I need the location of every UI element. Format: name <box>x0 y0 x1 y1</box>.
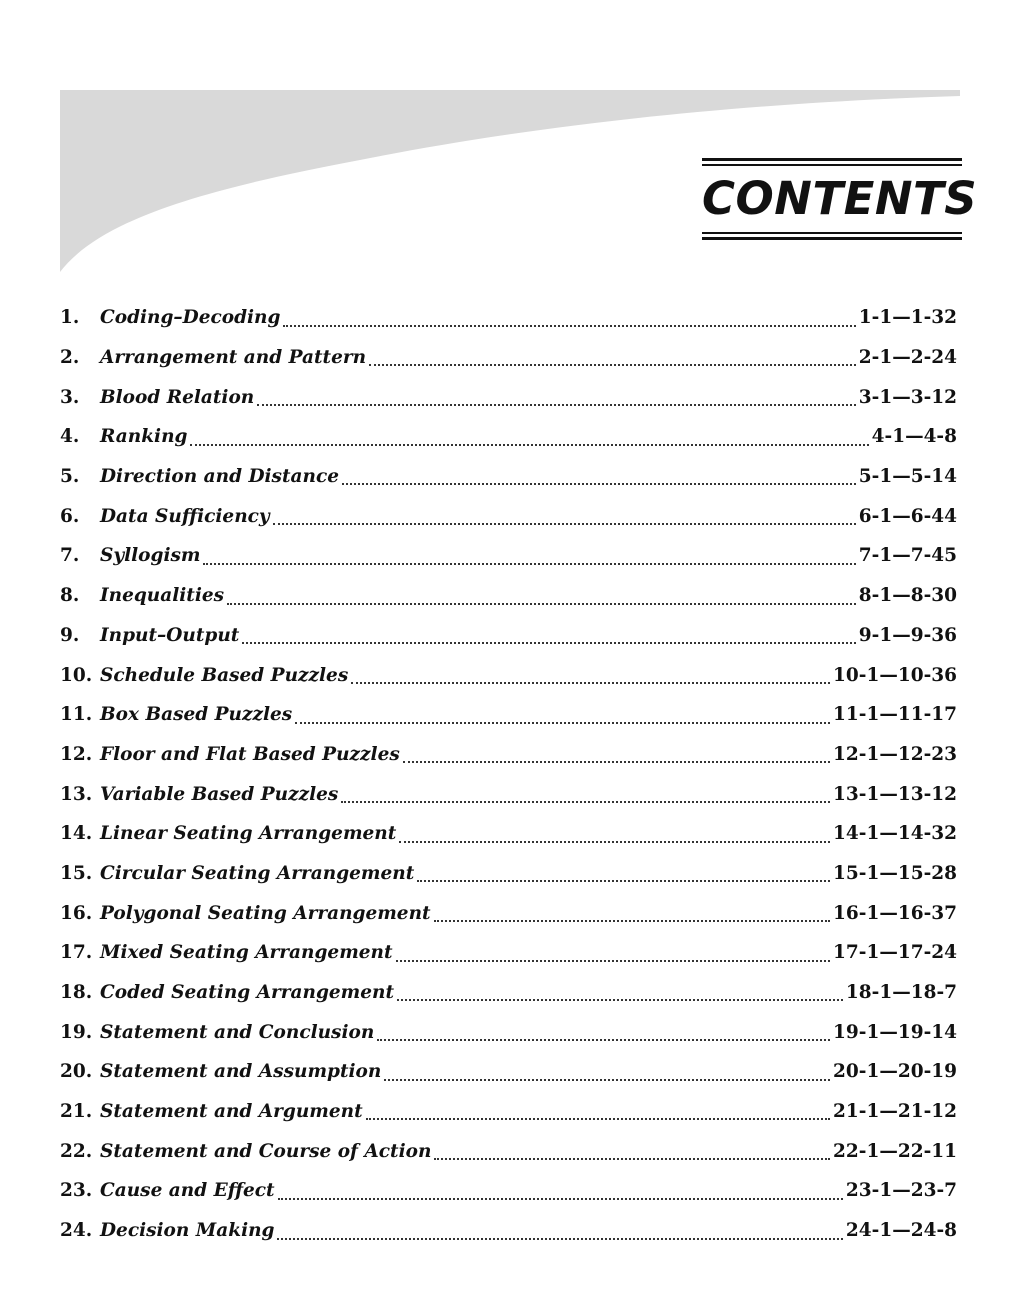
toc-entry-pages: 4-1—4-8 <box>871 426 957 448</box>
toc-dot-leader <box>377 1038 830 1041</box>
toc-entry-title: Coded Seating Arrangement <box>100 982 394 1004</box>
toc-entry-title: Ranking <box>100 426 188 448</box>
toc-entry-title: Coding–Decoding <box>100 307 281 329</box>
toc-entry[interactable] <box>60 496 957 536</box>
toc-entry-pages: 1-1—1-32 <box>858 307 957 329</box>
toc-entry-title: Statement and Argument <box>100 1101 363 1123</box>
toc-entry[interactable] <box>60 1131 957 1171</box>
toc-entry-pages: 2-1—2-24 <box>858 347 957 369</box>
toc-entry-number: 1. <box>60 307 80 329</box>
toc-dot-leader <box>203 562 855 565</box>
toc-entry-number: 13. <box>60 783 93 805</box>
toc-dot-leader <box>434 919 830 922</box>
toc-entry-number: 8. <box>60 585 80 607</box>
toc-entry-pages: 20-1—20-19 <box>833 1061 957 1083</box>
toc-entry-title: Variable Based Puzzles <box>100 783 339 805</box>
toc-dot-leader <box>242 641 855 644</box>
toc-entry-title: Mixed Seating Arrangement <box>100 942 393 964</box>
toc-entry-title: Box Based Puzzles <box>100 704 293 726</box>
toc-entry-pages: 9-1—9-36 <box>858 624 957 646</box>
toc-entry[interactable] <box>60 338 957 378</box>
toc-entry-title: Input–Output <box>100 624 240 646</box>
toc-entry-number: 21. <box>60 1101 93 1123</box>
table-of-contents <box>60 298 957 1251</box>
contents-heading-block <box>702 158 978 242</box>
toc-entry-title: Floor and Flat Based Puzzles <box>100 743 400 765</box>
toc-entry-number: 22. <box>60 1140 93 1162</box>
toc-entry-number: 12. <box>60 743 93 765</box>
toc-entry-pages: 22-1—22-11 <box>833 1140 957 1162</box>
toc-entry[interactable] <box>60 576 957 616</box>
toc-dot-leader <box>341 800 830 803</box>
toc-entry-title: Syllogism <box>100 545 201 567</box>
toc-entry-number: 23. <box>60 1180 93 1202</box>
toc-dot-leader <box>257 403 856 406</box>
toc-entry[interactable] <box>60 933 957 973</box>
toc-dot-leader <box>351 681 830 684</box>
toc-entry-title: Circular Seating Arrangement <box>100 862 415 884</box>
toc-entry-pages: 16-1—16-37 <box>833 902 957 924</box>
toc-entry-title: Arrangement and Pattern <box>100 347 367 369</box>
toc-entry[interactable] <box>60 417 957 457</box>
toc-dot-leader <box>295 721 830 724</box>
toc-entry[interactable] <box>60 377 957 417</box>
toc-entry-title: Blood Relation <box>100 386 255 408</box>
toc-dot-leader <box>278 1197 843 1200</box>
toc-entry-number: 10. <box>60 664 93 686</box>
toc-entry-pages: 5-1—5-14 <box>858 466 957 488</box>
toc-entry[interactable] <box>60 695 957 735</box>
toc-entry-number: 5. <box>60 466 80 488</box>
toc-entry-pages: 15-1—15-28 <box>833 862 957 884</box>
toc-entry-title: Linear Seating Arrangement <box>100 823 397 845</box>
toc-entry-title: Statement and Conclusion <box>100 1021 375 1043</box>
toc-entry-pages: 13-1—13-12 <box>833 783 957 805</box>
toc-entry[interactable] <box>60 536 957 576</box>
toc-dot-leader <box>190 443 868 446</box>
toc-entry-title: Inequalities <box>100 585 225 607</box>
toc-entry-number: 2. <box>60 347 80 369</box>
toc-entry-number: 20. <box>60 1061 93 1083</box>
toc-entry[interactable] <box>60 616 957 656</box>
toc-entry-number: 17. <box>60 942 93 964</box>
toc-dot-leader <box>396 959 831 962</box>
heading-rule-top-thin <box>702 164 962 166</box>
toc-entry[interactable] <box>60 457 957 497</box>
toc-dot-leader <box>277 1237 842 1240</box>
toc-entry-number: 24. <box>60 1220 93 1242</box>
toc-entry-pages: 18-1—18-7 <box>845 982 957 1004</box>
toc-entry-pages: 3-1—3-12 <box>858 386 957 408</box>
toc-entry-pages: 12-1—12-23 <box>833 743 957 765</box>
toc-entry[interactable] <box>60 973 957 1013</box>
toc-entry-pages: 23-1—23-7 <box>845 1180 957 1202</box>
toc-entry[interactable] <box>60 1211 957 1251</box>
toc-entry-title: Statement and Assumption <box>100 1061 382 1083</box>
toc-entry[interactable] <box>60 735 957 775</box>
toc-entry-pages: 21-1—21-12 <box>833 1101 957 1123</box>
toc-entry-pages: 11-1—11-17 <box>833 704 957 726</box>
toc-entry-pages: 10-1—10-36 <box>833 664 957 686</box>
toc-entry-pages: 8-1—8-30 <box>858 585 957 607</box>
toc-entry[interactable] <box>60 1012 957 1052</box>
toc-entry[interactable] <box>60 298 957 338</box>
toc-entry-title: Statement and Course of Action <box>100 1140 432 1162</box>
toc-entry-pages: 19-1—19-14 <box>833 1021 957 1043</box>
toc-entry-number: 14. <box>60 823 93 845</box>
toc-entry-number: 3. <box>60 386 80 408</box>
toc-dot-leader <box>397 998 843 1001</box>
page-title: CONTENTS <box>702 172 978 225</box>
toc-entry-number: 7. <box>60 545 80 567</box>
toc-entry[interactable] <box>60 774 957 814</box>
toc-entry-title: Data Sufficiency <box>100 505 270 527</box>
toc-entry-number: 16. <box>60 902 93 924</box>
toc-entry[interactable] <box>60 854 957 894</box>
toc-entry[interactable] <box>60 893 957 933</box>
toc-entry[interactable] <box>60 1092 957 1132</box>
heading-rule-bottom <box>702 237 962 240</box>
toc-entry-pages: 24-1—24-8 <box>845 1220 957 1242</box>
toc-entry-number: 9. <box>60 624 80 646</box>
toc-entry-number: 18. <box>60 982 93 1004</box>
toc-entry-number: 15. <box>60 862 93 884</box>
toc-entry-number: 4. <box>60 426 80 448</box>
toc-dot-leader <box>417 879 830 882</box>
toc-entry[interactable] <box>60 655 957 695</box>
toc-dot-leader <box>434 1157 830 1160</box>
toc-dot-leader <box>342 482 856 485</box>
toc-entry-title: Direction and Distance <box>100 466 339 488</box>
toc-entry-pages: 7-1—7-45 <box>858 545 957 567</box>
toc-entry-pages: 6-1—6-44 <box>858 505 957 527</box>
toc-dot-leader <box>227 602 856 605</box>
toc-entry-title: Cause and Effect <box>100 1180 275 1202</box>
toc-entry-title: Decision Making <box>100 1220 275 1242</box>
toc-dot-leader <box>403 760 830 763</box>
toc-dot-leader <box>384 1078 830 1081</box>
toc-dot-leader <box>283 324 855 327</box>
toc-dot-leader <box>366 1117 830 1120</box>
toc-entry-pages: 14-1—14-32 <box>833 823 957 845</box>
toc-entry[interactable] <box>60 814 957 854</box>
toc-entry-number: 6. <box>60 505 80 527</box>
toc-dot-leader <box>369 363 856 366</box>
toc-entry-pages: 17-1—17-24 <box>833 942 957 964</box>
toc-entry-title: Schedule Based Puzzles <box>100 664 349 686</box>
toc-entry-number: 19. <box>60 1021 93 1043</box>
toc-dot-leader <box>273 522 856 525</box>
toc-entry[interactable] <box>60 1171 957 1211</box>
toc-dot-leader <box>399 840 830 843</box>
heading-rule-top <box>702 158 962 161</box>
heading-rule-bottom-thin <box>702 232 962 234</box>
toc-entry-number: 11. <box>60 704 93 726</box>
toc-entry[interactable] <box>60 1052 957 1092</box>
toc-entry-title: Polygonal Seating Arrangement <box>100 902 431 924</box>
